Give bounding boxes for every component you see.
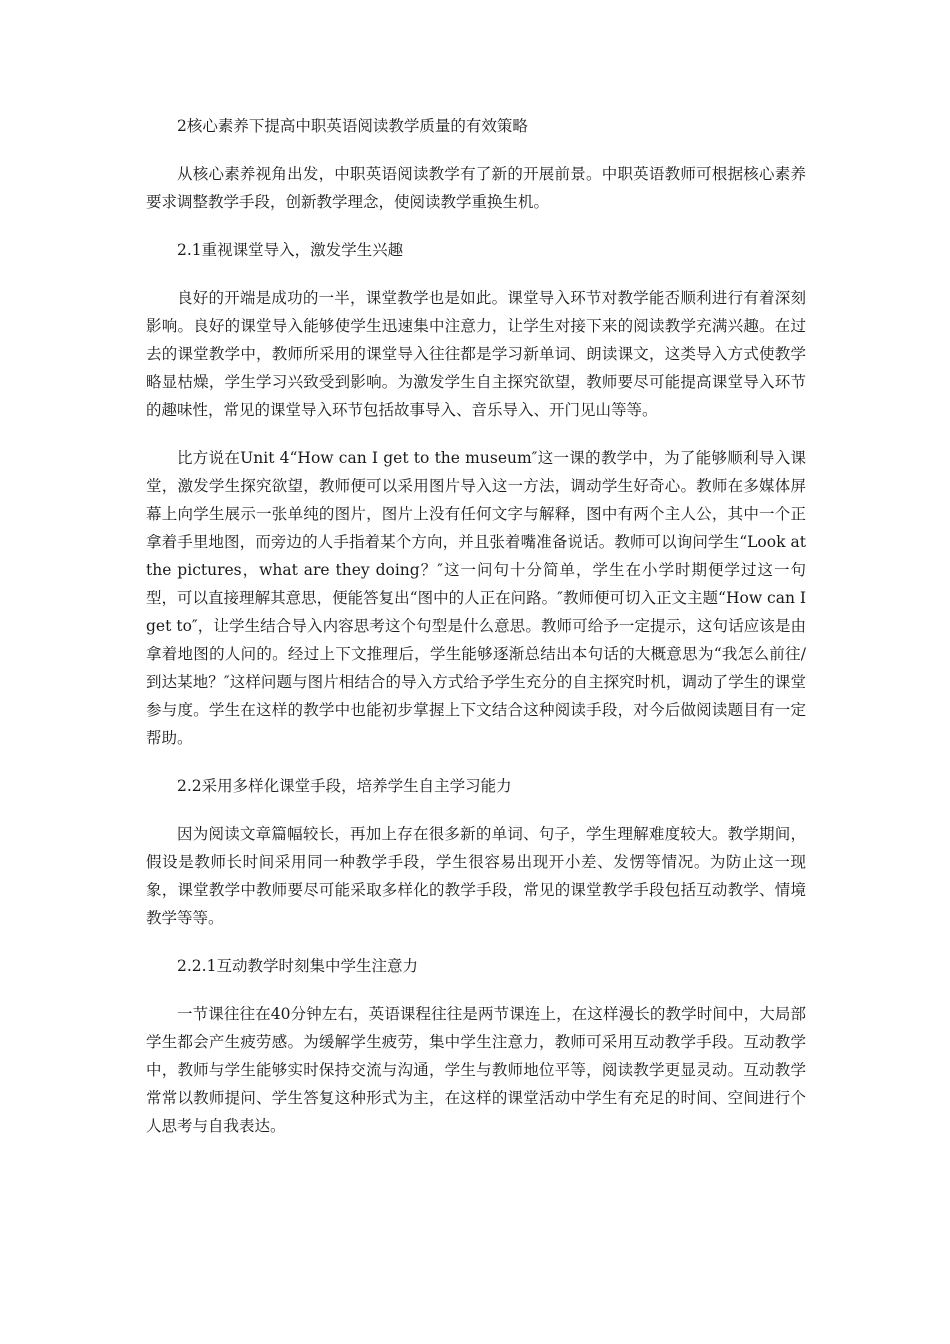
document-page — [146, 112, 806, 1160]
section-heading-2-1: 2.1重视课堂导入，激发学生兴趣 — [177, 241, 404, 259]
paragraph-interactive-teaching: 一节课往往在40分钟左右，英语课程往往是两节课连上，在这样漫长的教学时间中，大局部学生都会产生疲劳感。为缓解学生疲劳，集中学生注意力，教师可采用互动教学手段。互动教学中，教师与学生能够实时保持交流与沟通，学生与教师地位平等，阅读教学更显灵动。互动教学常常以教师提问、学生答复这种形式为主，在这样的课堂活动中学生有充足的时间、空间进行个人思考与自我表达。 — [146, 1005, 806, 1135]
intro-paragraph: 从核心素养视角出发，中职英语阅读教学有了新的开展前景。中职英语教师可根据核心素养要求调整教学手段，创新教学理念，使阅读教学重换生机。 — [146, 165, 806, 211]
paragraph-diverse-methods: 因为阅读文章篇幅较长，再加上存在很多新的单词、句子，学生理解难度较大。教学期间，假设是教师长时间采用同一种教学手段，学生很容易出现开小差、发愣等情况。为防止这一现象，课堂教学中教师要尽可能采取多样化的教学手段，常见的课堂教学手段包括互动教学、情境教学等等。 — [146, 825, 806, 927]
paragraph-unit4-example: 比方说在Unit 4“How can I get to the museum″这一课的教学中，为了能够顺利导入课堂，激发学生探究欲望，教师便可以采用图片导入这一方法，调动学生好奇心。教师在多媒体屏幕上向学生展示一张单纯的图片，图片上没有任何文字与解释，图中有两个主人公，其中一个正拿着手里地图，而旁边的人手指着某个方向，并且张着嘴准备说话。教师可以询问学生“Look at the pictures，what are they doing？″这一问句十分简单，学生在小学时期便学过这一句型，可以直接理解其意思，便能答复出“图中的人正在问路。″教师便可切入正文主题“How can I get to″，让学生结合导入内容思考这个句型是什么意思。教师可给予一定提示，这句话应该是由拿着地图的人问的。经过上下文推理后，学生能够逐渐总结出本句话的大概意思为“我怎么前往/到达某地？″这样问题与图片相结合的导入方式给予学生充分的自主探究时机，调动了学生的课堂参与度。学生在这样的教学中也能初步掌握上下文结合这种阅读手段，对今后做阅读题目有一定帮助。 — [146, 449, 806, 747]
section-heading-2: 2核心素养下提高中职英语阅读教学质量的有效策略 — [177, 117, 528, 135]
section-heading-2-2: 2.2采用多样化课堂手段，培养学生自主学习能力 — [177, 777, 512, 795]
paragraph-lesson-intro: 良好的开端是成功的一半，课堂教学也是如此。课堂导入环节对教学能否顺利进行有着深刻影响。良好的课堂导入能够使学生迅速集中注意力，让学生对接下来的阅读教学充满兴趣。在过去的课堂教学中，教师所采用的课堂导入往往都是学习新单词、朗读课文，这类导入方式使教学略显枯燥，学生学习兴致受到影响。为激发学生自主探究欲望，教师要尽可能提高课堂导入环节的趣味性，常见的课堂导入环节包括故事导入、音乐导入、开门见山等等。 — [146, 289, 806, 419]
section-heading-2-2-1: 2.2.1互动教学时刻集中学生注意力 — [177, 957, 418, 975]
